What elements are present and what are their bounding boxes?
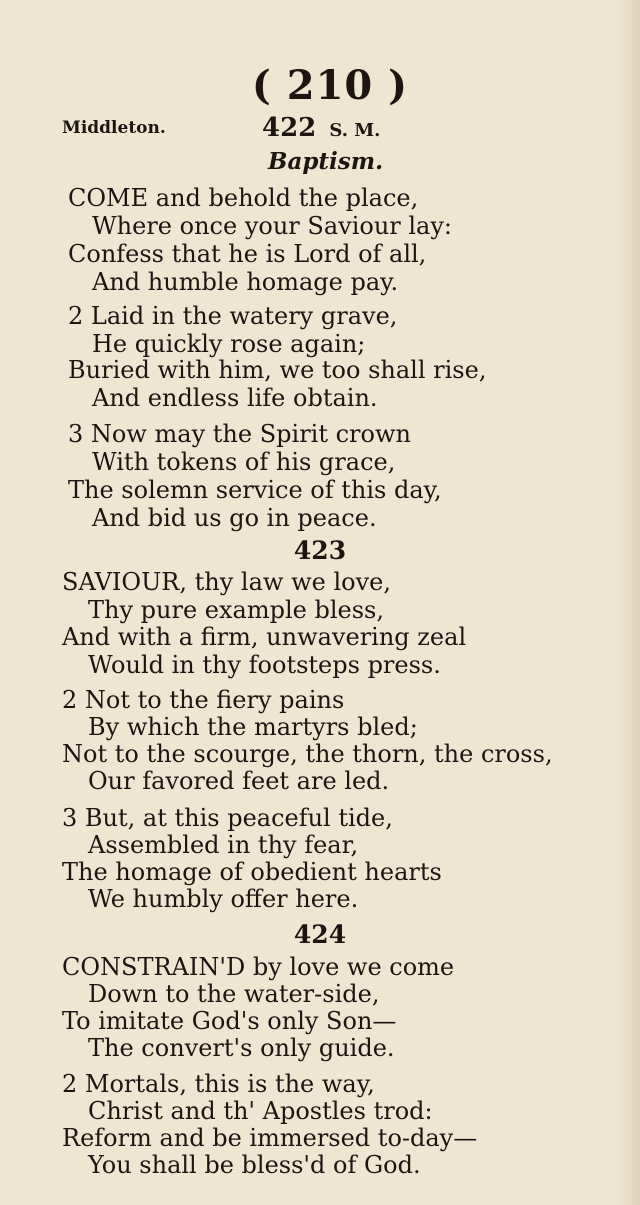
verse-line: To imitate God's only Son— bbox=[62, 1007, 397, 1035]
hymn-number: 422 bbox=[262, 113, 317, 143]
verse-line: The solemn service of this day, bbox=[68, 476, 442, 504]
verse-line: We humbly offer here. bbox=[88, 885, 359, 913]
page-edge-shadow bbox=[616, 0, 640, 1205]
verse-line: 2 Mortals, this is the way, bbox=[62, 1070, 375, 1098]
verse-line: Confess that he is Lord of all, bbox=[68, 240, 427, 268]
verse-line: By which the martyrs bled; bbox=[88, 713, 418, 741]
verse-line: And with a firm, unwavering zeal bbox=[62, 623, 467, 651]
verse-line: Our favored feet are led. bbox=[88, 767, 390, 795]
verse-line: Buried with him, we too shall rise, bbox=[68, 356, 487, 384]
verse-line: 3 Now may the Spirit crown bbox=[68, 420, 411, 448]
verse-line: And endless life obtain. bbox=[92, 384, 378, 412]
verse-line: Not to the scourge, the thorn, the cross, bbox=[62, 740, 553, 768]
verse-line: SAVIOUR, thy law we love, bbox=[62, 568, 391, 596]
verse-line: Would in thy footsteps press. bbox=[88, 651, 441, 679]
verse-line: With tokens of his grace, bbox=[92, 448, 396, 476]
verse-line: Thy pure example bless, bbox=[88, 596, 384, 624]
tune-name: Middleton. bbox=[62, 118, 166, 138]
verse-line: Down to the water-side, bbox=[88, 980, 380, 1008]
hymn-422-header bbox=[262, 113, 380, 143]
hymn-number: 424 bbox=[293, 920, 347, 949]
verse-line: CONSTRAIN'D by love we come bbox=[62, 953, 455, 981]
verse-line: The convert's only guide. bbox=[88, 1034, 395, 1062]
meter: S. M. bbox=[329, 120, 381, 141]
verse-line: 2 Laid in the watery grave, bbox=[68, 302, 398, 330]
verse-line: You shall be bless'd of God. bbox=[88, 1151, 421, 1179]
verse-line: Christ and th' Apostles trod: bbox=[88, 1097, 433, 1125]
verse-line: 3 But, at this peaceful tide, bbox=[62, 804, 393, 832]
verse-line: Where once your Saviour lay: bbox=[92, 212, 452, 240]
verse-line: And humble homage pay. bbox=[92, 268, 399, 296]
verse-line: He quickly rose again; bbox=[92, 330, 366, 358]
hymn-number: 423 bbox=[293, 536, 347, 565]
verse-line: The homage of obedient hearts bbox=[62, 858, 442, 886]
verse-line: COME and behold the place, bbox=[68, 184, 419, 212]
page-number: ( 210 ) bbox=[251, 62, 409, 109]
verse-line: Reform and be immersed to-day— bbox=[62, 1124, 478, 1152]
verse-line: 2 Not to the fiery pains bbox=[62, 686, 345, 714]
hymn-subject: Baptism. bbox=[268, 148, 384, 175]
verse-line: And bid us go in peace. bbox=[92, 504, 377, 532]
verse-line: Assembled in thy fear, bbox=[88, 831, 359, 859]
